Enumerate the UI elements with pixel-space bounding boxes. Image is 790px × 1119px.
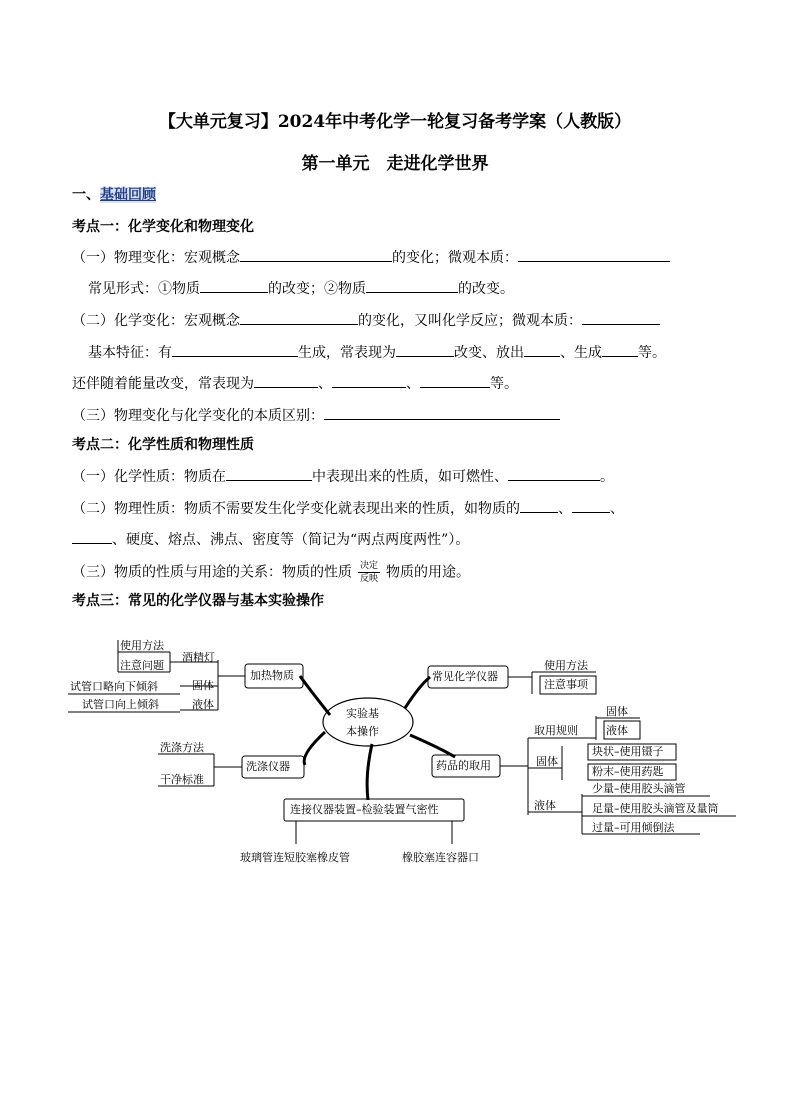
kp1-text: 、 <box>318 376 332 392</box>
node-wash-method: 洗涤方法 <box>160 741 204 754</box>
section-number: 一、 <box>72 187 100 203</box>
kp2-text: 中表现出来的性质，如可燃性、 <box>312 469 508 485</box>
kp2-text: 、 <box>558 501 572 517</box>
kp1-title: 考点一：化学变化和物理变化 <box>72 219 254 235</box>
node-take-liquid: 液体 <box>534 799 556 812</box>
node-lamp-use: 使用方法 <box>120 639 164 652</box>
node-rule-solid: 固体 <box>606 705 628 718</box>
kp2-text: （三）物质的性质与用途的关系：物质的性质 <box>72 564 352 581</box>
kp1-text: （一）物理变化：宏观概念 <box>72 250 240 266</box>
unit-title: 第一单元 走进化学世界 <box>301 154 489 174</box>
node-solid-tip: 试管口略向下倾斜 <box>70 680 158 693</box>
node-lamp-note: 注意问题 <box>120 659 164 672</box>
kp2-text: 。 <box>600 469 614 485</box>
node-lamp: 酒精灯 <box>182 651 215 664</box>
node-heat-solid: 固体 <box>192 679 214 692</box>
kp2-text: 、 <box>610 501 624 517</box>
node-inst-use: 使用方法 <box>544 659 588 672</box>
node-connect-right: 橡胶塞连容器口 <box>402 851 479 864</box>
node-heat-liquid: 液体 <box>192 698 214 711</box>
kp3-title: 考点三：常见的化学仪器与基本实验操作 <box>72 593 324 609</box>
kp1-text: 的改变；②物质 <box>268 281 366 297</box>
node-inst-note: 注意事项 <box>544 678 588 691</box>
node-small: 少量–使用胶头滴管 <box>592 782 686 795</box>
node-rule-liquid: 液体 <box>606 724 628 737</box>
node-connect-left: 玻璃管连短胶塞橡皮管 <box>240 851 350 864</box>
kp2-title: 考点二：化学性质和物理性质 <box>72 437 254 453</box>
node-taking: 药品的取用 <box>436 759 491 772</box>
node-rule: 取用规则 <box>534 724 578 737</box>
kp1-text: 、生成 <box>560 345 602 361</box>
kp2-text: 、硬度、熔点、沸点、密度等（简记为“两点两度两性”）。 <box>112 532 470 548</box>
kp1-text: 、 <box>406 376 420 392</box>
page-title: 【大单元复习】2024年中考化学一轮复习备考学案（人教版） <box>158 112 632 132</box>
node-wash-standard: 干净标准 <box>160 773 204 786</box>
kp1-text: 的变化；微观本质： <box>392 250 518 266</box>
node-take-solid: 固体 <box>536 755 558 768</box>
node-washing: 洗涤仪器 <box>246 760 290 773</box>
kp1-text: （三）物理变化与化学变化的本质区别： <box>72 408 324 424</box>
kp1-text: 基本特征：有 <box>88 345 172 361</box>
kp1-text: 还伴随着能量改变，常表现为 <box>72 376 254 392</box>
kp1-text: 生成，常表现为 <box>298 345 396 361</box>
node-liquid-tip: 试管口向上倾斜 <box>82 698 159 711</box>
node-enough: 足量–使用胶头滴管及量筒 <box>592 802 719 815</box>
diagram-center-line2: 本操作 <box>346 725 379 738</box>
node-instruments: 常见化学仪器 <box>432 670 498 683</box>
kp1-text: （二）化学变化：宏观概念 <box>72 313 240 329</box>
node-excess: 过量–可用倾倒法 <box>592 821 675 834</box>
kp2-text: （二）物理性质：物质不需要发生化学变化就表现出来的性质，如物质的 <box>72 501 520 517</box>
kp1-text: 的改变。 <box>458 281 514 297</box>
frac-top: 决定 <box>359 561 378 571</box>
node-powder: 粉末–使用药匙 <box>592 765 664 778</box>
node-block: 块状–使用镊子 <box>592 745 664 758</box>
node-connect: 连接仪器装置–检验装置气密性 <box>290 803 439 816</box>
frac-bottom: 反映 <box>359 574 378 584</box>
kp1-text: 的变化，又叫化学反应；微观本质： <box>358 313 582 329</box>
kp1-text: 等。 <box>638 345 666 361</box>
kp2-text: （一）化学性质：物质在 <box>72 469 226 485</box>
kp1-text: 常见形式：①物质 <box>88 281 200 297</box>
kp2-text: 物质的用途。 <box>386 564 470 581</box>
kp1-text: 等。 <box>490 376 518 392</box>
section-heading-link[interactable]: 基础回顾 <box>100 187 156 203</box>
diagram-center-line1: 实验基 <box>346 707 379 720</box>
kp1-text: 改变、放出 <box>454 345 524 361</box>
node-heating: 加热物质 <box>250 669 294 682</box>
